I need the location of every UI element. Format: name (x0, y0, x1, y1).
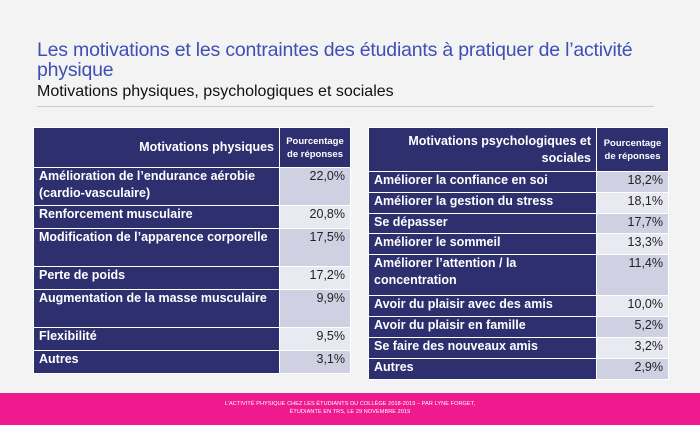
footer-line-1: L’ACTIVITÉ PHYSIQUE CHEZ LES ÉTUDIANTS DU COLLÈGE 2018-2019 – PAR LYNE FORGET, (224, 401, 476, 407)
table-header-row (369, 128, 669, 172)
table-row (369, 193, 669, 214)
row-percentage: 3,2% (597, 338, 669, 359)
row-label: Flexibilité (34, 328, 280, 351)
row-label: Augmentation de la masse musculaire (34, 290, 280, 328)
table-header-row (34, 128, 351, 168)
row-label: Avoir du plaisir en famille (369, 317, 597, 338)
row-percentage: 18,1% (597, 193, 669, 214)
row-label: Autres (34, 351, 280, 374)
column-header-percentage: Pourcentage de réponses (280, 128, 351, 168)
row-label: Amélioration de l’endurance aérobie (cardio-vasculaire) (34, 168, 280, 206)
row-label: Renforcement musculaire (34, 206, 280, 229)
table-row (369, 234, 669, 255)
table-row (369, 338, 669, 359)
row-percentage: 9,9% (280, 290, 351, 328)
row-label: Améliorer la confiance en soi (369, 172, 597, 193)
table-row (369, 172, 669, 193)
table-row (34, 351, 351, 374)
row-percentage: 22,0% (280, 168, 351, 206)
row-label: Améliorer le sommeil (369, 234, 597, 255)
row-percentage: 5,2% (597, 317, 669, 338)
table-row (369, 255, 669, 296)
table-row (34, 206, 351, 229)
table-row (34, 328, 351, 351)
table-row (34, 267, 351, 290)
row-label: Améliorer la gestion du stress (369, 193, 597, 214)
row-label: Perte de poids (34, 267, 280, 290)
table-row (34, 229, 351, 267)
row-percentage: 17,7% (597, 214, 669, 234)
column-header-label: Motivations psychologiques et sociales (369, 128, 597, 172)
physical-motivations-table (33, 127, 351, 374)
row-percentage: 13,3% (597, 234, 669, 255)
table-row (369, 296, 669, 317)
title-divider (37, 106, 654, 107)
footer-line-2: ÉTUDIANTE EN TRS, LE 29 NOVEMBRE 2019 (289, 409, 411, 415)
row-percentage: 17,5% (280, 229, 351, 267)
column-header-label: Motivations physiques (34, 128, 280, 168)
row-percentage: 10,0% (597, 296, 669, 317)
table-row (369, 214, 669, 234)
row-percentage: 20,8% (280, 206, 351, 229)
column-header-percentage: Pourcentage de réponses (597, 128, 669, 172)
slide-subtitle: Motivations physiques, psychologiques et sociales (37, 83, 394, 100)
row-label: Améliorer l’attention / la concentration (369, 255, 597, 296)
row-percentage: 11,4% (597, 255, 669, 296)
slide-title: Les motivations et les contraintes des étudiants à pratiquer de l’activité physique (37, 39, 633, 81)
table-row (369, 359, 669, 380)
table-row (34, 290, 351, 328)
row-label: Modification de l’apparence corporelle (34, 229, 280, 267)
row-percentage: 9,5% (280, 328, 351, 351)
row-percentage: 17,2% (280, 267, 351, 290)
row-percentage: 3,1% (280, 351, 351, 374)
psychological-social-motivations-table (368, 127, 669, 380)
row-label: Se dépasser (369, 214, 597, 234)
row-label: Autres (369, 359, 597, 380)
table-row (369, 317, 669, 338)
row-label: Avoir du plaisir avec des amis (369, 296, 597, 317)
row-percentage: 2,9% (597, 359, 669, 380)
table-row (34, 168, 351, 206)
footer-text (0, 400, 700, 416)
row-label: Se faire des nouveaux amis (369, 338, 597, 359)
row-percentage: 18,2% (597, 172, 669, 193)
